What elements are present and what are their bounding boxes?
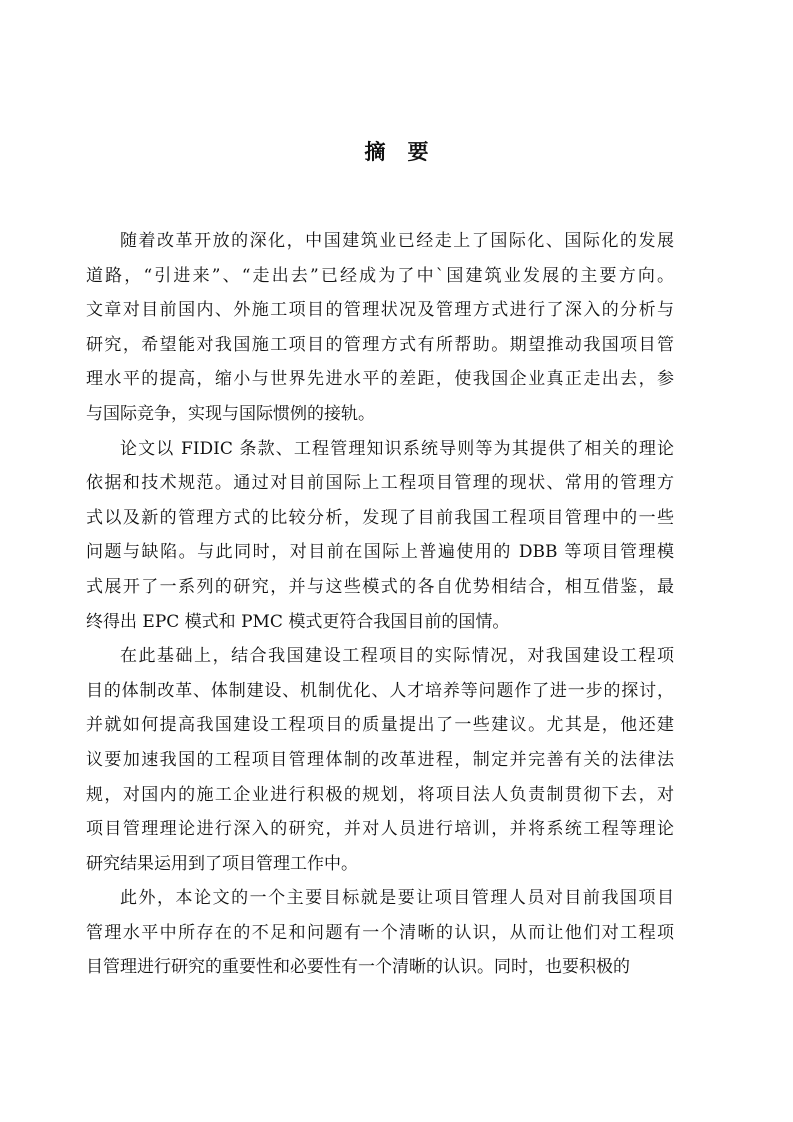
abstract-title: 摘要	[364, 139, 451, 164]
paragraph-line: 终得出 EPC 模式和 PMC 模式更符合我国目前的国情。	[86, 611, 510, 632]
paragraph-line: 目的体制改革、体制建设、机制优化、人才培养等问题作了进一步的探讨，	[86, 680, 674, 701]
paragraph-line: 式以及新的管理方式的比较分析，发现了目前我国工程项目管理中的一些	[86, 507, 674, 528]
paragraph-line: 研究结果运用到了项目管理工作中。	[86, 853, 358, 874]
paragraph-line: 研究，希望能对我国施工项目的管理方式有所帮助。期望推动我国项目管	[86, 334, 674, 355]
paragraph-line: 式展开了一系列的研究，并与这些模式的各自优势相结合，相互借鉴，最	[86, 576, 674, 597]
abstract-paragraph	[86, 639, 674, 881]
paragraph-line: 问题与缺陷。与此同时，对目前在国际上普遍使用的 DBB 等项目管理模	[86, 542, 674, 563]
paragraph-line: 依据和技术规范。通过对目前国际上工程项目管理的现状、常用的管理方	[86, 473, 674, 494]
paragraph-line: 论文以 FIDIC 条款、工程管理知识系统导则等为其提供了相关的理论	[120, 438, 674, 459]
abstract-body	[86, 224, 674, 985]
paragraph-line: 理水平的提高，缩小与世界先进水平的差距，使我国企业真正走出去，参	[86, 369, 674, 390]
paragraph-line: 道路，“引进来”、“走出去”已经成为了中`国建筑业发展的主要方向。	[86, 265, 674, 286]
abstract-paragraph	[86, 881, 674, 985]
paragraph-line: 议要加速我国的工程项目管理体制的改革进程，制定并完善有关的法律法	[86, 749, 674, 770]
abstract-paragraph	[86, 432, 674, 640]
paragraph-line: 与国际竞争，实现与国际惯例的接轨。	[86, 403, 375, 424]
paragraph-line: 文章对目前国内、外施工项目的管理状况及管理方式进行了深入的分析与	[86, 300, 674, 321]
paragraph-line: 项目管理理论进行深入的研究，并对人员进行培训，并将系统工程等理论	[86, 819, 674, 840]
abstract-paragraph	[86, 224, 674, 432]
paragraph-line: 规，对国内的施工企业进行积极的规划，将项目法人负责制贯彻下去，对	[86, 784, 674, 805]
paragraph-line: 随着改革开放的深化，中国建筑业已经走上了国际化、国际化的发展	[120, 231, 674, 251]
paragraph-line: 此外，本论文的一个主要目标就是要让项目管理人员对目前我国项目	[120, 888, 674, 909]
paragraph-line: 并就如何提高我国建设工程项目的质量提出了一些建议。尤其是，他还建	[86, 715, 674, 736]
paragraph-line: 管理水平中所存在的不足和问题有一个清晰的认识，从而让他们对工程项	[86, 922, 674, 943]
paragraph-line: 目管理进行研究的重要性和必要性有一个清晰的认识。同时，也要积极的	[86, 957, 630, 978]
paragraph-line: 在此基础上，结合我国建设工程项目的实际情况，对我国建设工程项	[120, 646, 674, 667]
